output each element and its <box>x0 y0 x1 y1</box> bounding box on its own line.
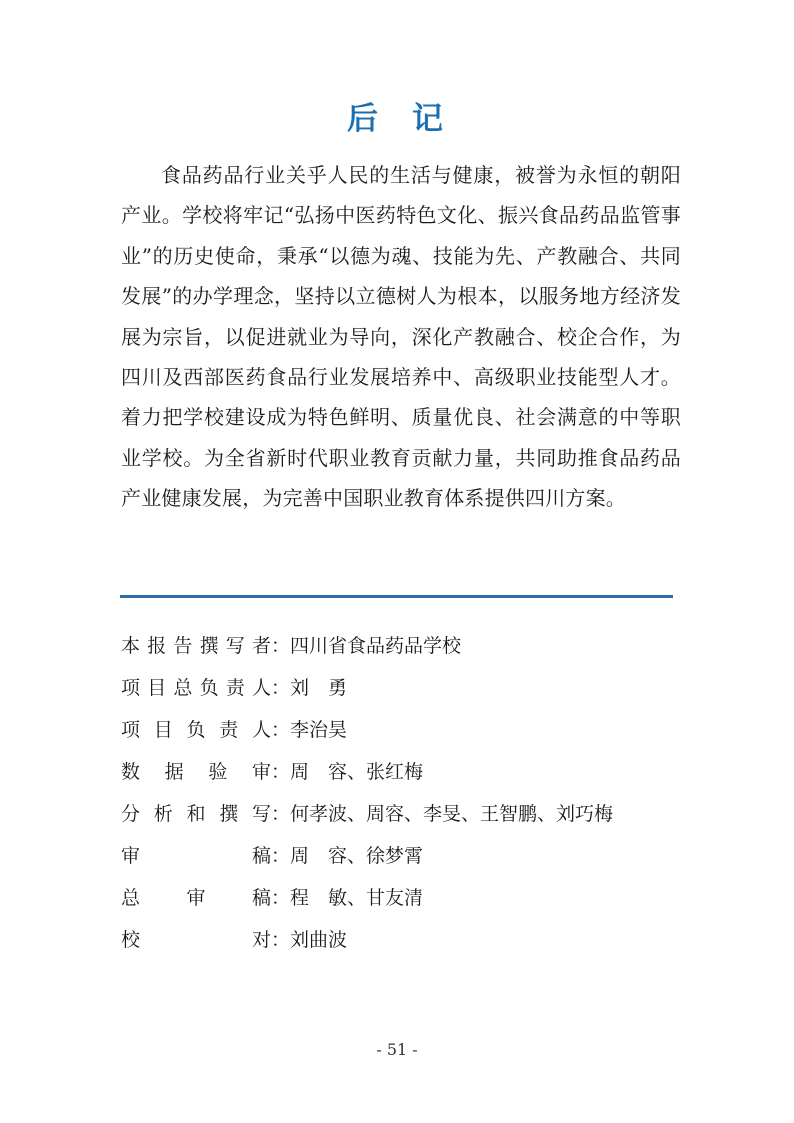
credit-value: 周 容、徐梦霄 <box>290 845 424 867</box>
credit-value: 程 敏、甘友清 <box>290 887 424 909</box>
section-divider <box>120 595 673 598</box>
credit-value: 四川省食品药品学校 <box>290 635 462 657</box>
credit-row-data-review <box>121 751 681 793</box>
credit-colon: ： <box>271 887 291 909</box>
credit-label: 校对 <box>121 929 271 951</box>
body-paragraph: 食品药品行业关乎人民的生活与健康，被誉为永恒的朝阳产业。学校将牢记“弘扬中医药特色文化、振兴食品药品监管事业”的历史使命，秉承“以德为魂、技能为先、产教融合、共同发展”的办学理念，坚持以立德树人为根本，以服务地方经济发展为宗旨，以促进就业为导向，深化产教融合、校企合作，为四川及西部医药食品行业发展培养中、高级职业技能型人才。着力把学校建设成为特色鲜明、质量优良、社会满意的中等职业学校。为全省新时代职业教育贡献力量，共同助推食品药品产业健康发展，为完善中国职业教育体系提供四川方案。 <box>121 163 681 511</box>
credit-colon: ： <box>271 719 291 741</box>
title-char-2: 记 <box>412 101 447 137</box>
credit-value: 刘曲波 <box>290 929 348 951</box>
credit-value: 刘 勇 <box>290 677 348 699</box>
credit-label: 分析和撰写 <box>121 803 271 825</box>
credit-row-author <box>121 625 681 667</box>
credit-row-project-lead <box>121 667 681 709</box>
credit-label: 数据验审 <box>121 761 271 783</box>
credit-label: 审稿 <box>121 845 271 867</box>
credit-row-analysis-writing <box>121 793 681 835</box>
credit-row-review <box>121 835 681 877</box>
title-char-1: 后 <box>347 101 382 137</box>
credit-value: 何孝波、周容、李旻、王智鹏、刘巧梅 <box>290 803 614 825</box>
credit-label: 本报告撰写者 <box>121 635 271 657</box>
credit-row-project-manager <box>121 709 681 751</box>
credit-colon: ： <box>271 677 291 699</box>
credit-colon: ： <box>271 761 291 783</box>
credit-row-proofreading <box>121 919 681 961</box>
credits-list <box>121 625 681 961</box>
credit-value: 李治昊 <box>290 719 348 741</box>
credit-colon: ： <box>271 635 291 657</box>
page-number: - 51 - <box>376 1040 418 1059</box>
page-title <box>0 93 794 138</box>
credit-value: 周 容、张红梅 <box>290 761 424 783</box>
credit-label: 项目总负责人 <box>121 677 271 699</box>
credit-colon: ： <box>271 845 291 867</box>
credit-colon: ： <box>271 803 291 825</box>
credit-row-final-review <box>121 877 681 919</box>
credit-label: 项目负责人 <box>121 719 271 741</box>
credit-colon: ： <box>271 929 291 951</box>
credit-label: 总审稿 <box>121 887 271 909</box>
